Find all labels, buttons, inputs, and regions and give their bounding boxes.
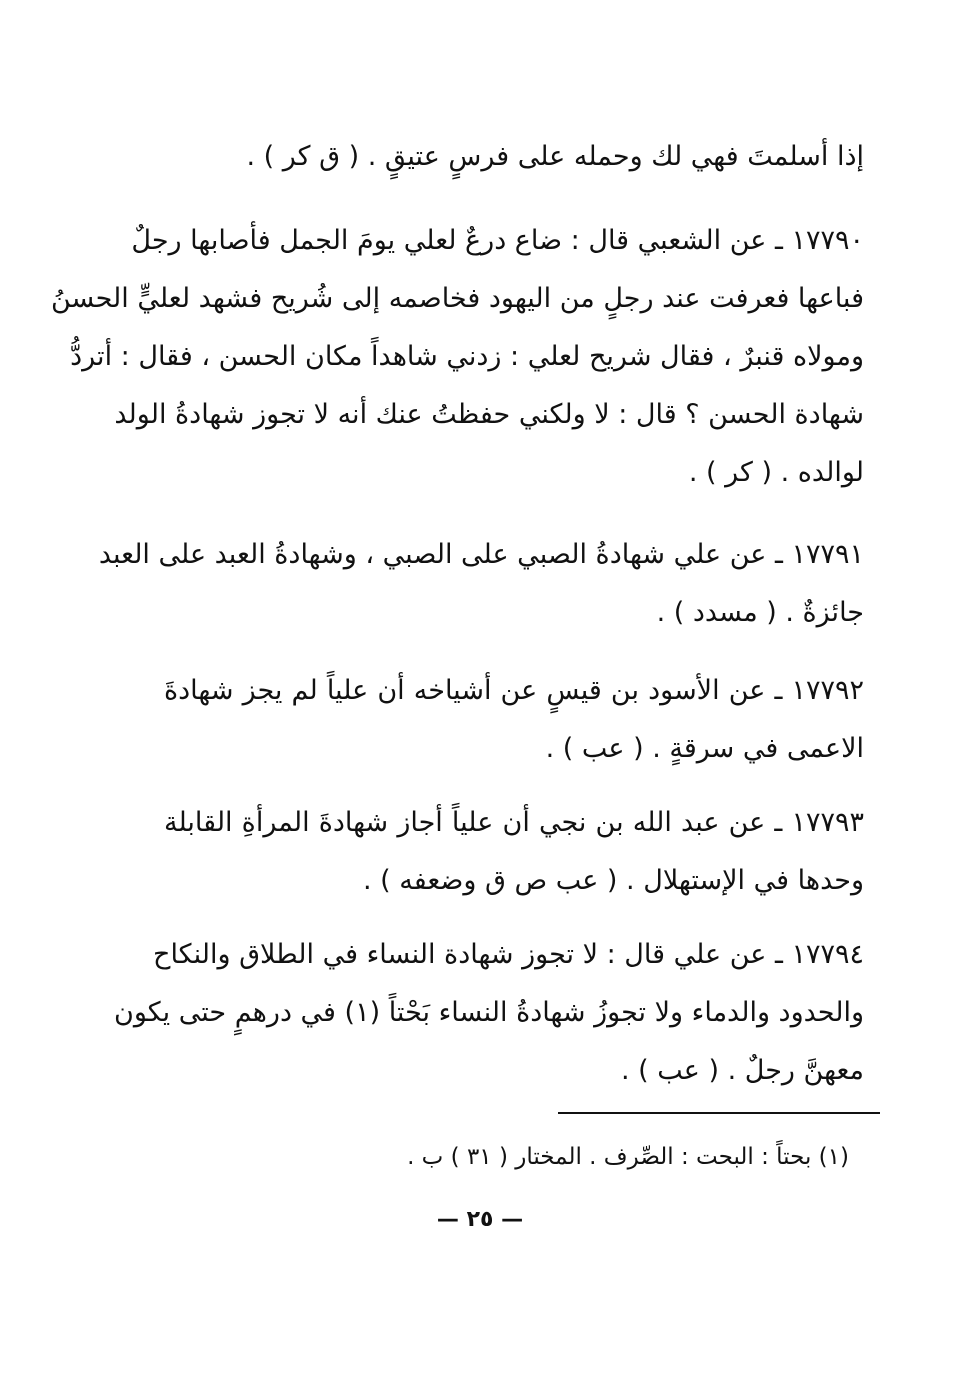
- hadith-17794: [113, 926, 864, 1100]
- hadith-17793: [164, 794, 864, 910]
- text-line: ١٧٧٩١ ـ عن علي شهادةُ الصبي على الصبي ، وشهادةُ العبد على العبد: [98, 539, 864, 570]
- text-line: ومولاه قنبرٌ ، فقال شريح لعلي : زدني شاهداً مكان الحسن ، فقال : أتردُّ: [70, 341, 864, 372]
- text-line: لوالده . ( كر ) .: [688, 457, 864, 488]
- text-line: والحدود والدماء ولا تجوزُ شهادةُ النساء بَحْتاً (١) في درهمٍ حتى يكون: [113, 997, 864, 1028]
- page-number: — ٢٥ —: [436, 1207, 524, 1232]
- footnote: (١) بحتاً : البحت : الصِّرف . المختار ( ٣١ ) ب .: [407, 1144, 849, 1170]
- text-line: ١٧٧٩٠ ـ عن الشعبي قال : ضاع درعٌ لعلي يومَ الجمل فأصابها رجلٌ: [131, 225, 864, 256]
- text-line: ١٧٧٩٣ ـ عن عبد الله بن نجي أن علياً أجاز شهادةَ المرأةِ القابلة: [164, 807, 864, 838]
- text-line: إذا أسلمتَ فهي لك وحمله على فرسٍ عتيقٍ . ( ق كر ) .: [246, 141, 864, 172]
- text-line: ١٧٧٩٤ ـ عن علي قال : لا تجوز شهادة النساء في الطلاق والنكاح: [153, 939, 864, 970]
- text-line: وحدها في الإستهلال . ( عب ص ق وضعفه ) .: [362, 865, 864, 896]
- text-line: ١٧٧٩٢ ـ عن الأسود بن قيسٍ عن أشياخه أن علياً لم يجز شهادةَ: [164, 675, 864, 706]
- text-line: فباعها فعرفت عند رجلٍ من اليهود فخاصمه إلى شُريح فشهد لعليٍّ الحسنُ: [50, 283, 864, 314]
- text-line: معهنَّ رجلٌ . ( عب ) .: [620, 1055, 864, 1086]
- hadith-17790: [50, 212, 864, 502]
- text-line: جائزةٌ . ( مسدد ) .: [656, 597, 864, 628]
- text-line: الاعمى في سرقةٍ . ( عب ) .: [545, 733, 864, 764]
- hadith-17791: [98, 526, 864, 642]
- text-line: شهادة الحسن ؟ قال : لا ولكني حفظتُ عنك أنه لا تجوز شهادةُ الولد: [114, 399, 864, 430]
- footnote-divider: [558, 1112, 880, 1114]
- hadith-17792: [164, 662, 864, 778]
- paragraph-intro: [164, 128, 864, 186]
